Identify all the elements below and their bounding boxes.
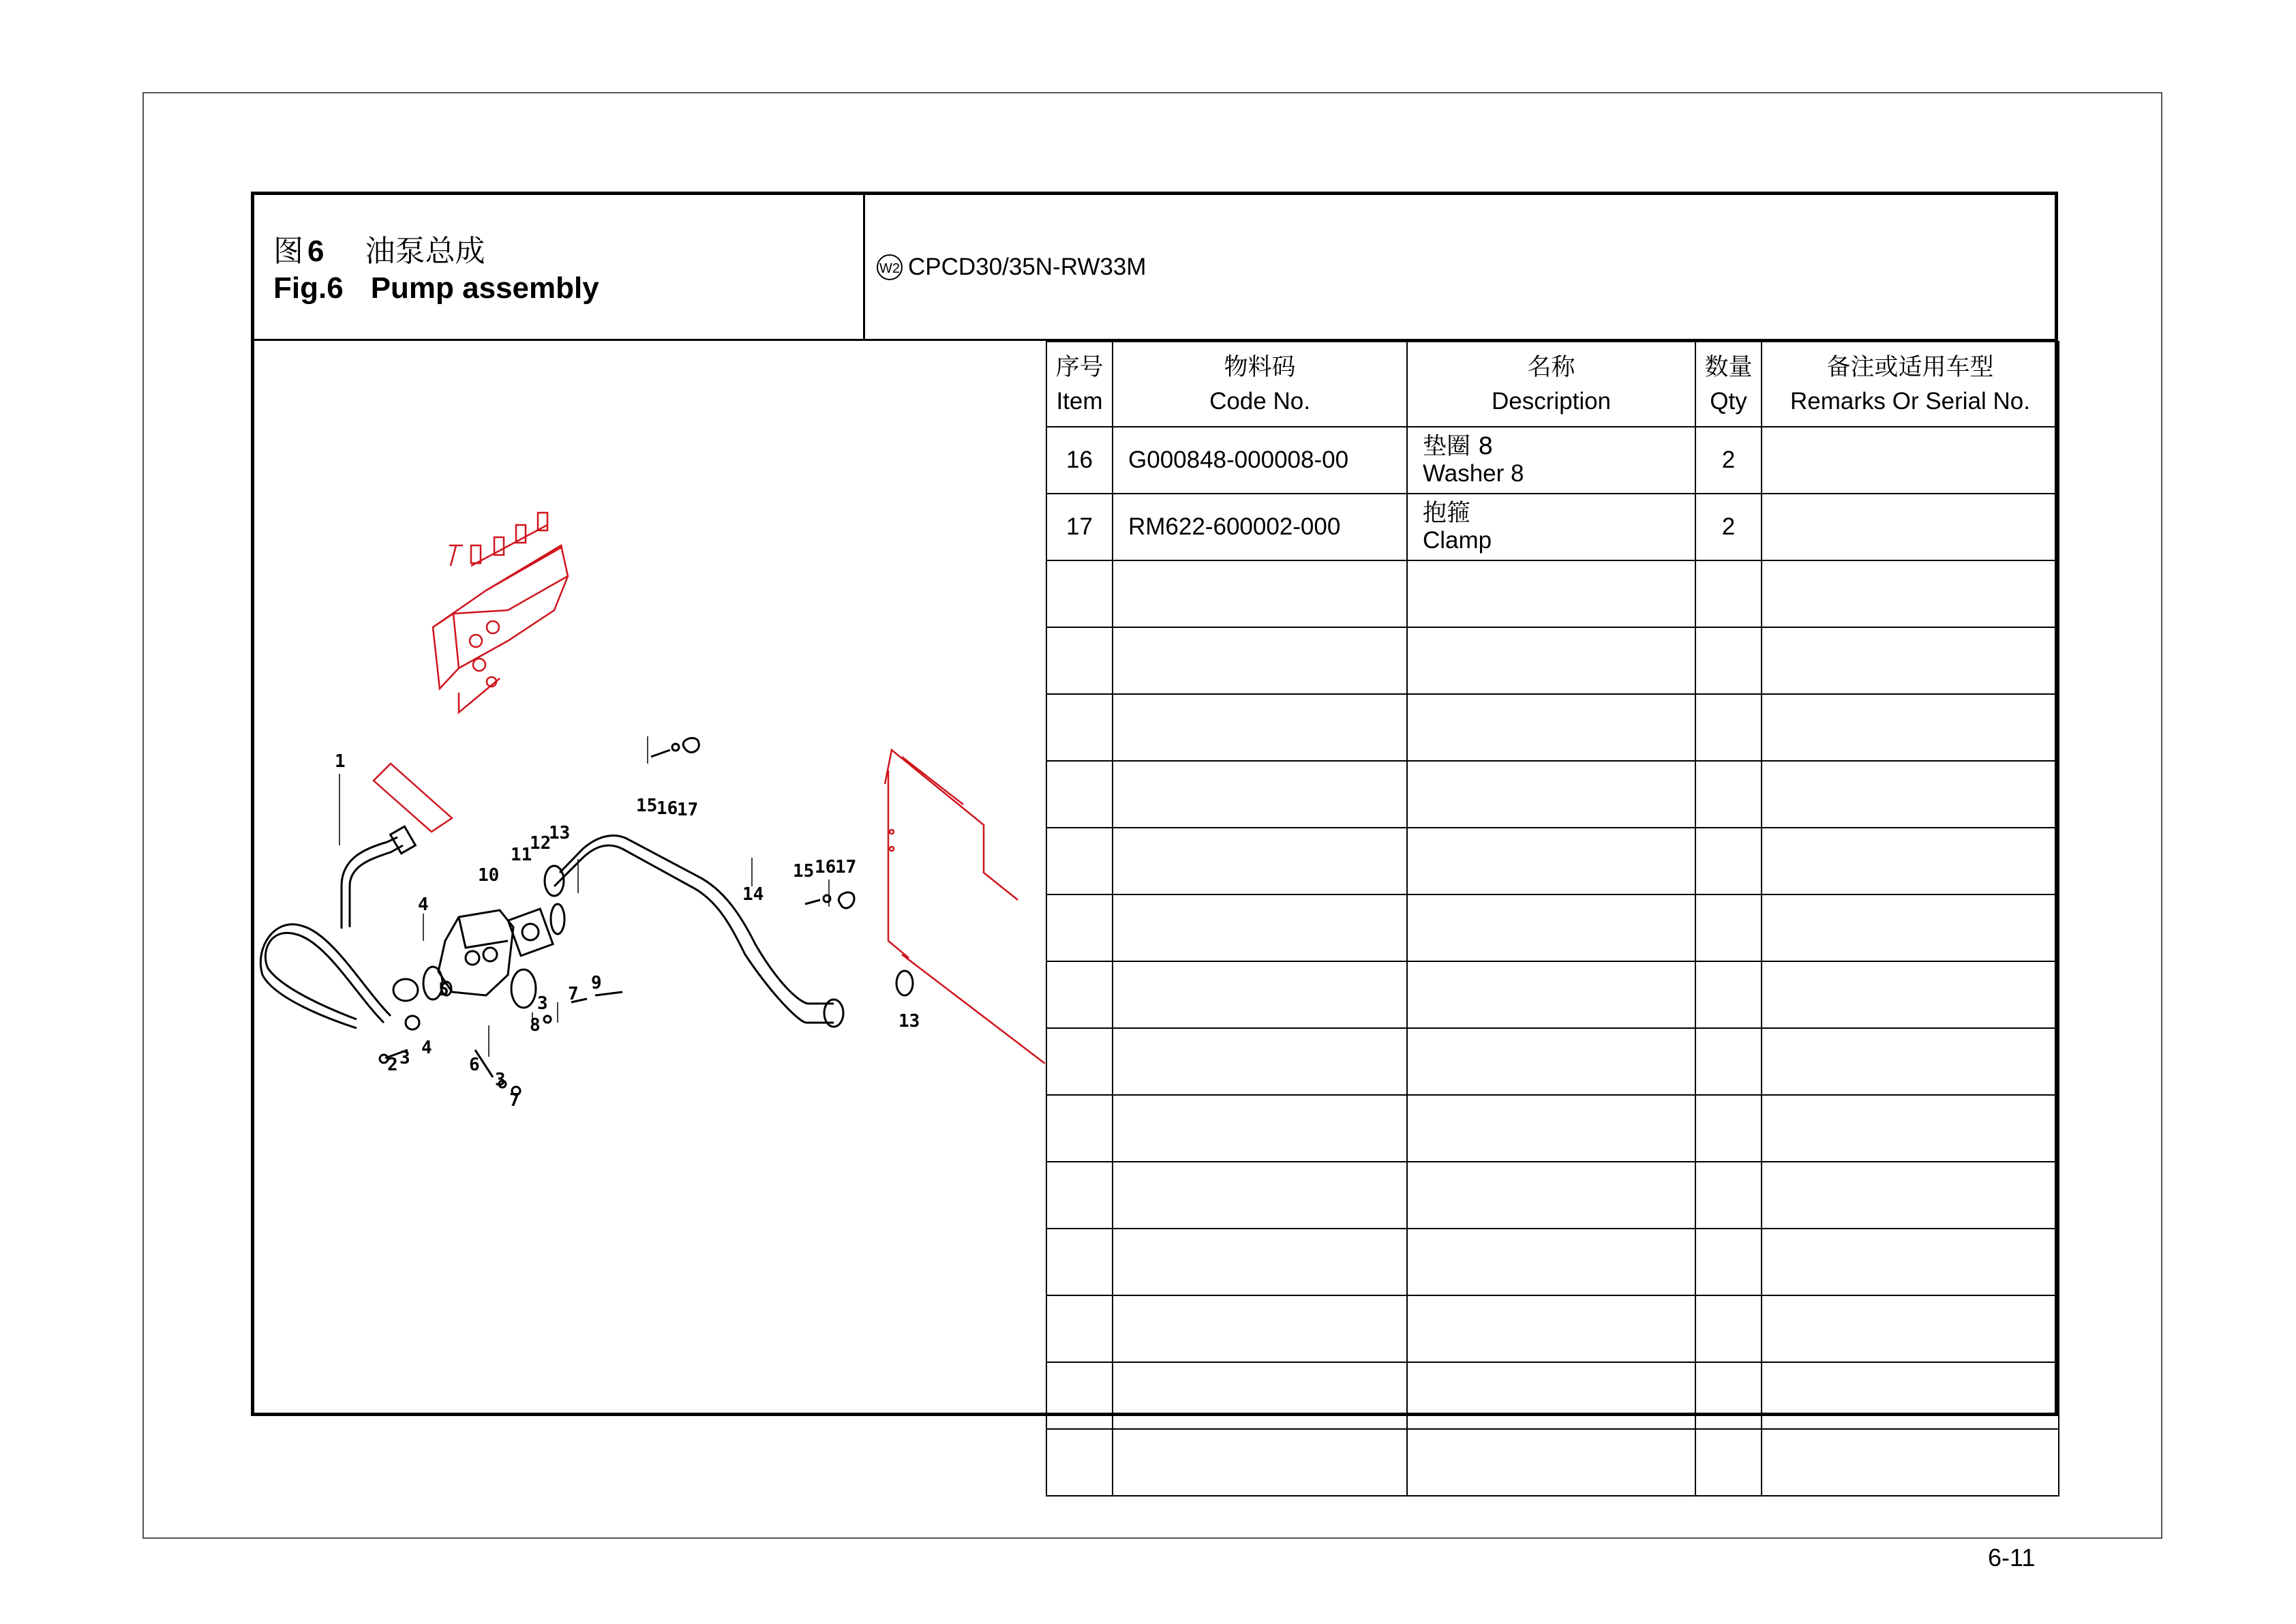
figure-title-en <box>273 271 599 305</box>
figure-number: 6 <box>307 235 324 268</box>
cell-qty: 2 <box>1695 427 1762 494</box>
callout-10: 10 <box>478 865 500 886</box>
callout-13b: 13 <box>898 1011 920 1032</box>
empty-row <box>1046 1429 2059 1496</box>
pump-body-drawing <box>380 738 913 1095</box>
callout-1: 1 <box>335 751 346 772</box>
table-row <box>1046 494 2059 560</box>
pump-assembly-diagram <box>254 341 1045 1416</box>
callout-6: 6 <box>469 1055 480 1075</box>
model-code: CPCD30/35N-RW33M <box>908 254 1147 280</box>
parts-sheet <box>251 192 2058 1416</box>
empty-row <box>1046 560 2059 627</box>
figure-title-text-en: Pump assembly <box>370 271 599 305</box>
cell-code: RM622-600002-000 <box>1113 494 1407 560</box>
callout-16: 16 <box>656 798 678 819</box>
callout-13: 13 <box>549 823 571 843</box>
callout-8: 8 <box>530 1015 541 1036</box>
callout-7b: 7 <box>568 984 579 1004</box>
cell-description: 垫圈 8 Washer 8 <box>1407 427 1695 494</box>
callout-3: 3 <box>399 1048 410 1068</box>
callout-15b: 15 <box>793 861 815 882</box>
cell-remarks <box>1762 494 2059 560</box>
callout-7: 7 <box>509 1090 520 1111</box>
callout-17: 17 <box>677 800 699 820</box>
empty-row <box>1046 1295 2059 1362</box>
cell-item: 17 <box>1046 494 1113 560</box>
empty-row <box>1046 828 2059 894</box>
model-applicability <box>877 254 1146 281</box>
empty-row <box>1046 1362 2059 1429</box>
figure-label-cn: 图 <box>273 234 303 269</box>
page-number: 6-11 <box>1988 1544 2036 1572</box>
col-header-code: 物料码 Code No. <box>1113 342 1407 427</box>
col-header-item: 序号 Item <box>1046 342 1113 427</box>
empty-row <box>1046 1028 2059 1095</box>
empty-row <box>1046 1162 2059 1229</box>
table-row <box>1046 427 2059 494</box>
empty-row <box>1046 627 2059 694</box>
figure-label-en: Fig.6 <box>273 271 344 305</box>
col-header-qty: 数量 Qty <box>1695 342 1762 427</box>
callout-2: 2 <box>387 1055 398 1075</box>
empty-row <box>1046 1229 2059 1295</box>
callout-12: 12 <box>530 833 552 854</box>
figure-title-text-cn: 油泵总成 <box>365 234 485 269</box>
callout-16b: 16 <box>815 857 836 877</box>
control-valve-drawing <box>374 513 568 832</box>
cell-remarks <box>1762 427 2059 494</box>
parts-list-table <box>1046 341 2059 1497</box>
cell-description: 抱箍 Clamp <box>1407 494 1695 560</box>
header-divider <box>863 195 865 339</box>
cell-item: 16 <box>1046 427 1113 494</box>
figure-title-cn <box>273 226 485 270</box>
callout-9: 9 <box>591 973 602 993</box>
empty-row <box>1046 694 2059 761</box>
empty-row <box>1046 761 2059 828</box>
callout-15: 15 <box>636 796 658 816</box>
w2-badge-icon: W2 <box>877 254 903 280</box>
empty-row <box>1046 894 2059 961</box>
callout-5: 5 <box>438 980 449 1000</box>
callout-14: 14 <box>742 884 764 905</box>
empty-row <box>1046 1095 2059 1162</box>
cell-code: G000848-000008-00 <box>1113 427 1407 494</box>
callout-numbers <box>335 751 920 1111</box>
callout-3b: 3 <box>495 1070 506 1090</box>
callout-4: 4 <box>418 894 429 915</box>
callout-3c: 3 <box>537 993 548 1014</box>
col-header-description: 名称 Description <box>1407 342 1695 427</box>
callout-4b: 4 <box>421 1038 432 1058</box>
col-header-remarks: 备注或适用车型 Remarks Or Serial No. <box>1762 342 2059 427</box>
empty-row <box>1046 961 2059 1028</box>
callout-11: 11 <box>511 845 532 865</box>
cell-qty: 2 <box>1695 494 1762 560</box>
table-header-row <box>1046 342 2059 427</box>
callout-17b: 17 <box>835 857 857 877</box>
